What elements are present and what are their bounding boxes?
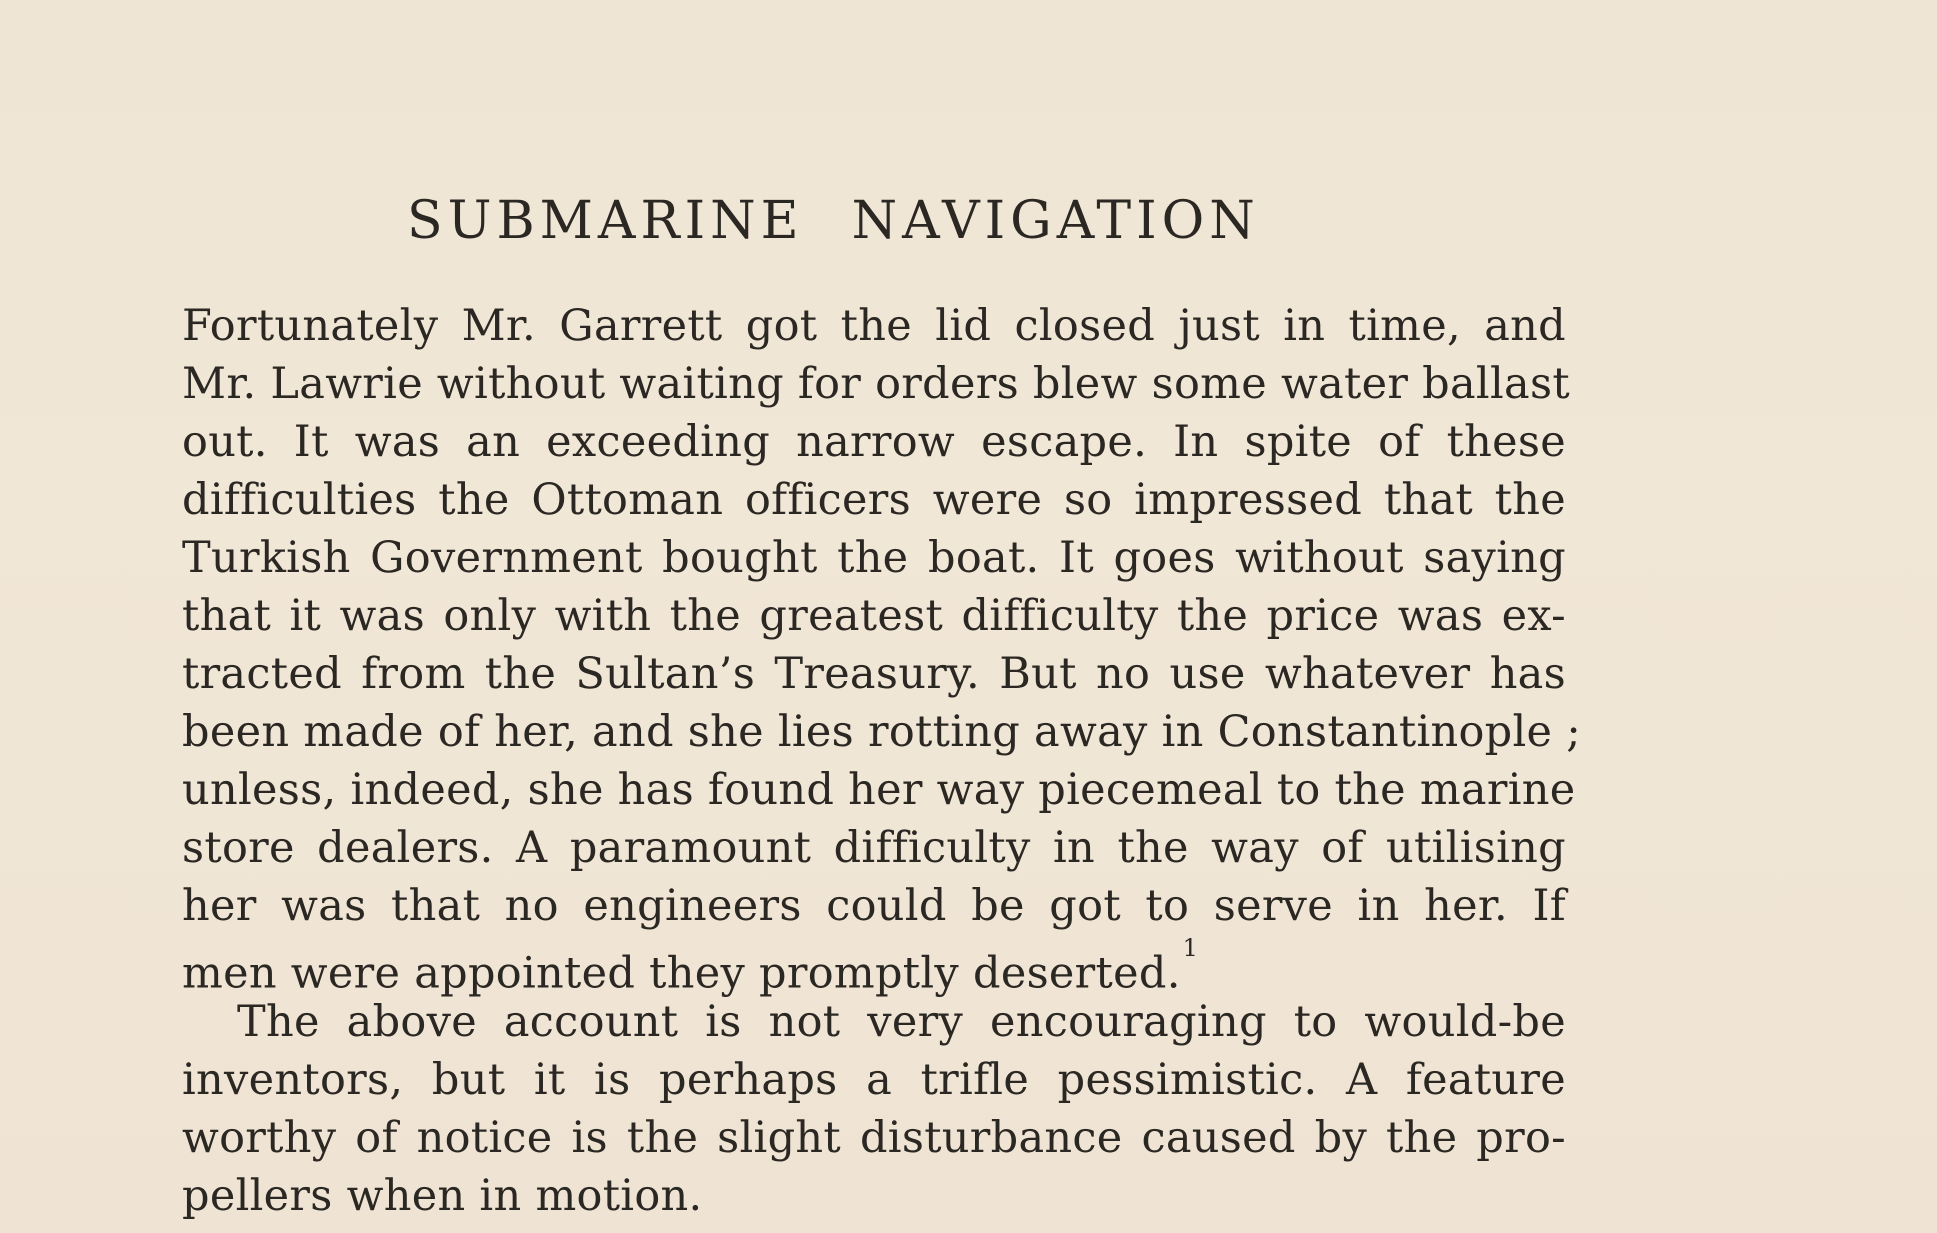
text-line: unless, indeed, she has found her way piecemeal to the marine (182, 765, 1576, 815)
running-head-word-2: NAVIGATION (851, 191, 1260, 251)
paragraph-1 (182, 297, 1582, 999)
body-text (182, 297, 1582, 1225)
text-line: worthy of notice is the slight disturbance caused by the pro- (182, 1113, 1566, 1163)
text-line: that it was only with the greatest difficulty the price was ex- (182, 591, 1566, 641)
text-line: Mr. Lawrie without waiting for orders blew some water ballast (182, 359, 1570, 409)
text-line: store dealers. A paramount difficulty in the way of utilising (182, 823, 1566, 873)
text-line: been made of her, and she lies rotting away in Constantinople ; (182, 707, 1582, 757)
text-line-content: men were appointed they promptly deserted. (182, 948, 1181, 999)
text-line: pellers when in motion. (182, 1171, 703, 1221)
paragraph-2 (182, 993, 1566, 1225)
running-head (407, 184, 1407, 258)
running-head-word-1: SUBMARINE (407, 191, 804, 251)
text-line-last (182, 934, 1566, 999)
text-line: out. It was an exceeding narrow escape. In spite of these (182, 417, 1566, 467)
text-line: inventors, but it is perhaps a trifle pessimistic. A feature (182, 1055, 1566, 1105)
text-line: Turkish Government bought the boat. It goes without saying (182, 533, 1566, 583)
footnote-marker[interactable]: 1 (1182, 934, 1199, 962)
text-line: Fortunately Mr. Garrett got the lid closed just in time, and (182, 301, 1566, 351)
text-line: her was that no engineers could be got to serve in her. If (182, 881, 1566, 931)
text-line: The above account is not very encouraging to would-be (237, 997, 1566, 1047)
text-line: difficulties the Ottoman officers were so impressed that the (182, 475, 1566, 525)
text-line: tracted from the Sultan’s Treasury. But no use whatever has (182, 649, 1566, 699)
